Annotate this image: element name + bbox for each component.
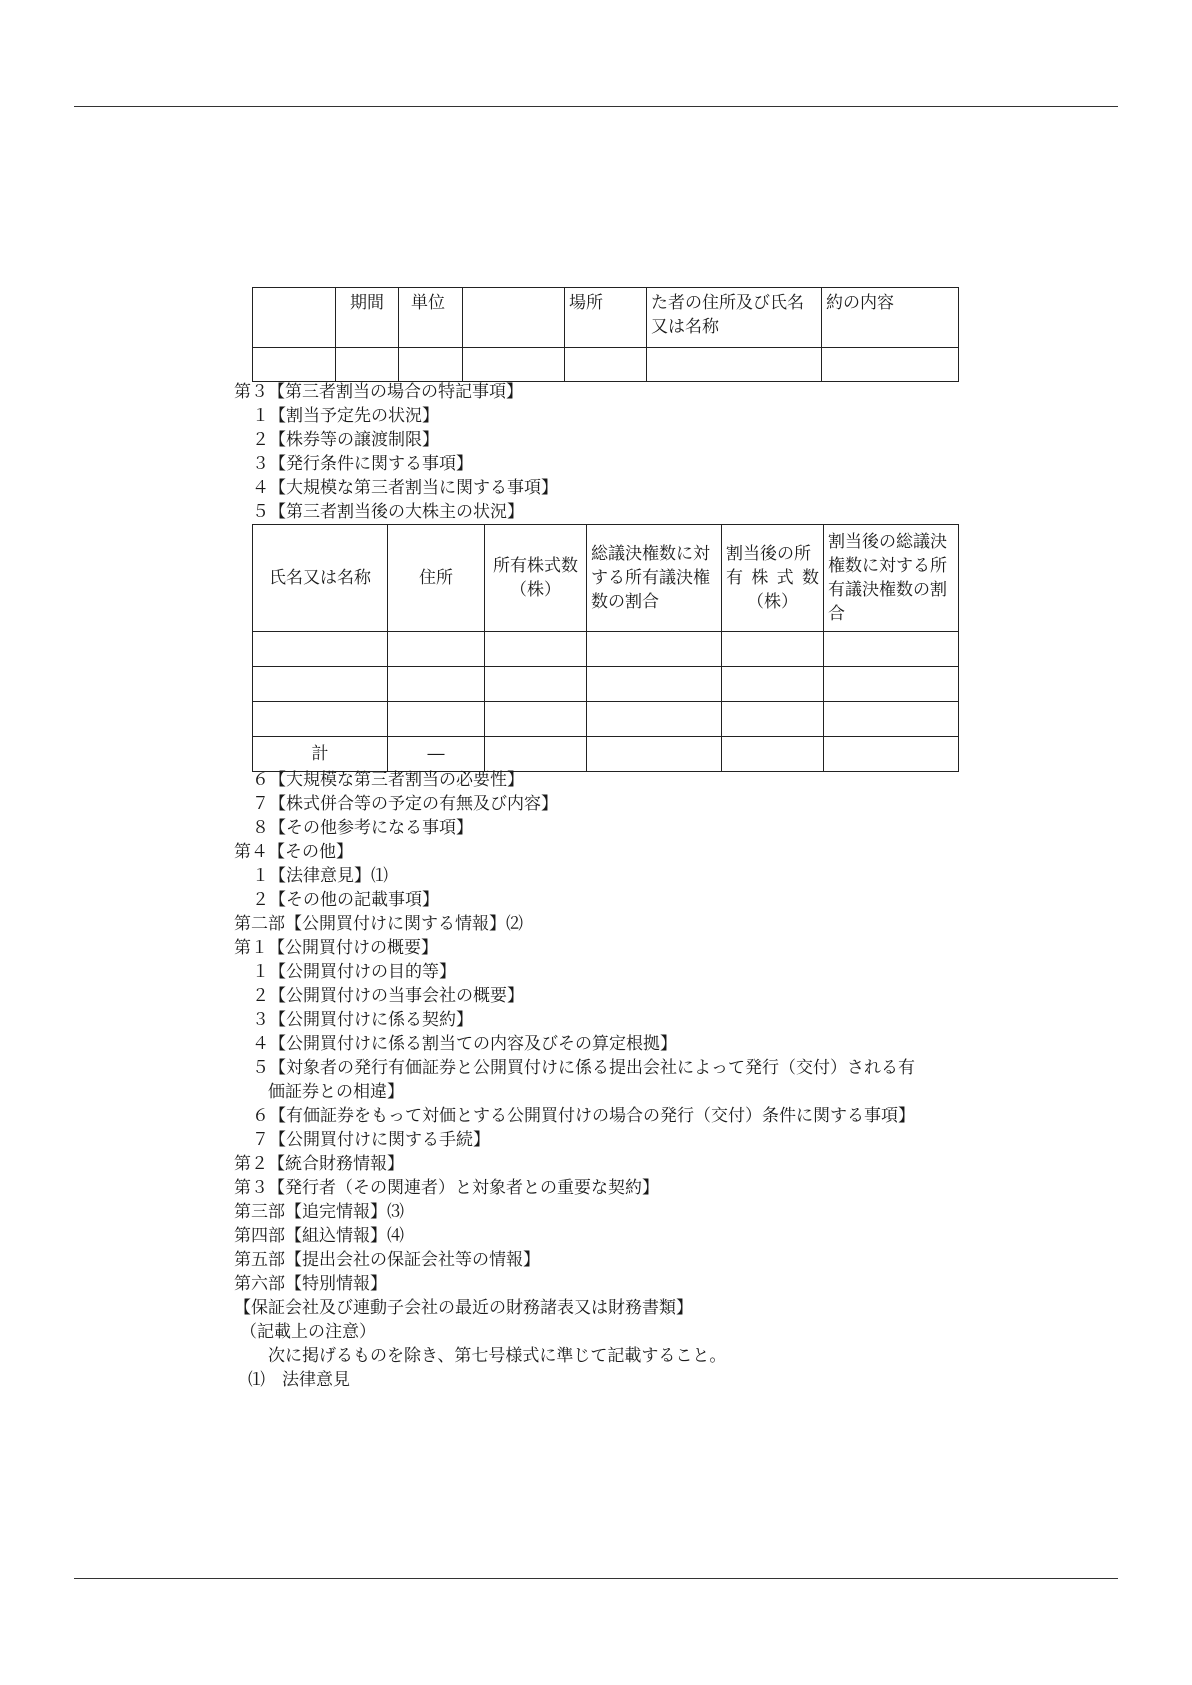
table-row (253, 667, 959, 702)
header-name: 氏名又は名称 (253, 525, 388, 632)
table-cell (822, 348, 959, 382)
item-heading-continued: 価証券との相違】 (268, 1082, 404, 1102)
header-address: 住所 (388, 525, 485, 632)
table-cell (253, 702, 388, 737)
notes-item: ⑴ 法律意見 (248, 1370, 350, 1390)
table-cell (485, 702, 587, 737)
item-heading: ２【その他の記載事項】 (252, 890, 439, 910)
table-cell (587, 737, 722, 772)
table-cell: 単位 (399, 288, 463, 348)
table-row (253, 632, 959, 667)
fragment-table (252, 287, 959, 382)
section-heading: 第２【統合財務情報】 (234, 1154, 404, 1174)
item-heading: ８【その他参考になる事項】 (252, 818, 473, 838)
table-cell (824, 702, 959, 737)
total-address: ― (388, 737, 485, 772)
item-heading: １【法律意見】⑴ (252, 866, 388, 886)
table-cell (336, 348, 399, 382)
table-cell (824, 632, 959, 667)
item-heading: １【公開買付けの目的等】 (252, 962, 456, 982)
table-cell (399, 348, 463, 382)
table-cell (824, 667, 959, 702)
table-total-row (253, 737, 959, 772)
header-shares-after-allotment: 割当後の所 有 株 式 数 （株） (722, 525, 824, 632)
table-row (253, 348, 959, 382)
table-cell (463, 288, 565, 348)
section-heading: 第４【その他】 (234, 842, 353, 862)
item-heading: ３【公開買付けに係る契約】 (252, 1010, 473, 1030)
table-row (253, 702, 959, 737)
header-shares-owned: 所有株式数 （株） (485, 525, 587, 632)
section-heading: 第３【第三者割当の場合の特記事項】 (234, 382, 523, 402)
part-heading: 第五部【提出会社の保証会社等の情報】 (234, 1250, 540, 1270)
table-cell (253, 348, 336, 382)
item-heading: ４【公開買付けに係る割当ての内容及びその算定根拠】 (252, 1034, 677, 1054)
part-heading: 第三部【追完情報】⑶ (234, 1202, 404, 1222)
item-heading: ４【大規模な第三者割当に関する事項】 (252, 478, 558, 498)
table-cell (253, 288, 336, 348)
item-heading: １【割当予定先の状況】 (252, 406, 439, 426)
header-voting-ratio: 総議決権数に対 する所有議決権 数の割合 (587, 525, 722, 632)
table-cell (388, 702, 485, 737)
table-cell (587, 667, 722, 702)
table-cell (722, 667, 824, 702)
table-cell (647, 348, 822, 382)
table-cell (485, 667, 587, 702)
item-heading: ７【株式併合等の予定の有無及び内容】 (252, 794, 558, 814)
table-cell (587, 632, 722, 667)
notes-heading: （記載上の注意） (240, 1322, 376, 1342)
section-heading: 第１【公開買付けの概要】 (234, 938, 438, 958)
table-cell (824, 737, 959, 772)
table-cell: 約の内容 (822, 288, 959, 348)
item-heading: ６【有価証券をもって対価とする公開買付けの場合の発行（交付）条件に関する事項】 (252, 1106, 915, 1126)
table-cell (565, 348, 647, 382)
header-rule (74, 106, 1118, 107)
table-cell (253, 632, 388, 667)
table-header-row (253, 525, 959, 632)
part-heading: 第四部【組込情報】⑷ (234, 1226, 404, 1246)
item-heading: ７【公開買付けに関する手続】 (252, 1130, 490, 1150)
table-cell (722, 737, 824, 772)
table-cell: た者の住所及び氏名 又は名称 (647, 288, 822, 348)
part-heading: 第六部【特別情報】 (234, 1274, 387, 1294)
item-heading: ２【株券等の譲渡制限】 (252, 430, 439, 450)
table-row (253, 288, 959, 348)
bracket-heading: 【保証会社及び連動子会社の最近の財務諸表又は財務書類】 (234, 1298, 693, 1318)
item-heading: ５【対象者の発行有価証券と公開買付けに係る提出会社によって発行（交付）される有 (252, 1058, 915, 1078)
table-cell: 期間 (336, 288, 399, 348)
table-cell (722, 702, 824, 737)
part-heading: 第二部【公開買付けに関する情報】⑵ (234, 914, 523, 934)
table-cell (485, 632, 587, 667)
section-heading: 第３【発行者（その関連者）と対象者との重要な契約】 (234, 1178, 659, 1198)
header-voting-ratio-after-allotment: 割当後の総議決 権数に対する所 有議決権数の割 合 (824, 525, 959, 632)
table-cell (485, 737, 587, 772)
item-heading: ６【大規模な第三者割当の必要性】 (252, 770, 524, 790)
notes-text: 次に掲げるものを除き、第七号様式に準じて記載すること。 (268, 1346, 727, 1366)
item-heading: ５【第三者割当後の大株主の状況】 (252, 502, 524, 522)
item-heading: ３【発行条件に関する事項】 (252, 454, 473, 474)
table-cell: 場所 (565, 288, 647, 348)
total-label: 計 (253, 737, 388, 772)
table-cell (388, 632, 485, 667)
table-cell (463, 348, 565, 382)
item-heading: ２【公開買付けの当事会社の概要】 (252, 986, 524, 1006)
footer-rule (74, 1578, 1118, 1579)
table-cell (388, 667, 485, 702)
table-cell (722, 632, 824, 667)
table-cell (587, 702, 722, 737)
table-cell (253, 667, 388, 702)
major-shareholders-table (252, 524, 959, 772)
